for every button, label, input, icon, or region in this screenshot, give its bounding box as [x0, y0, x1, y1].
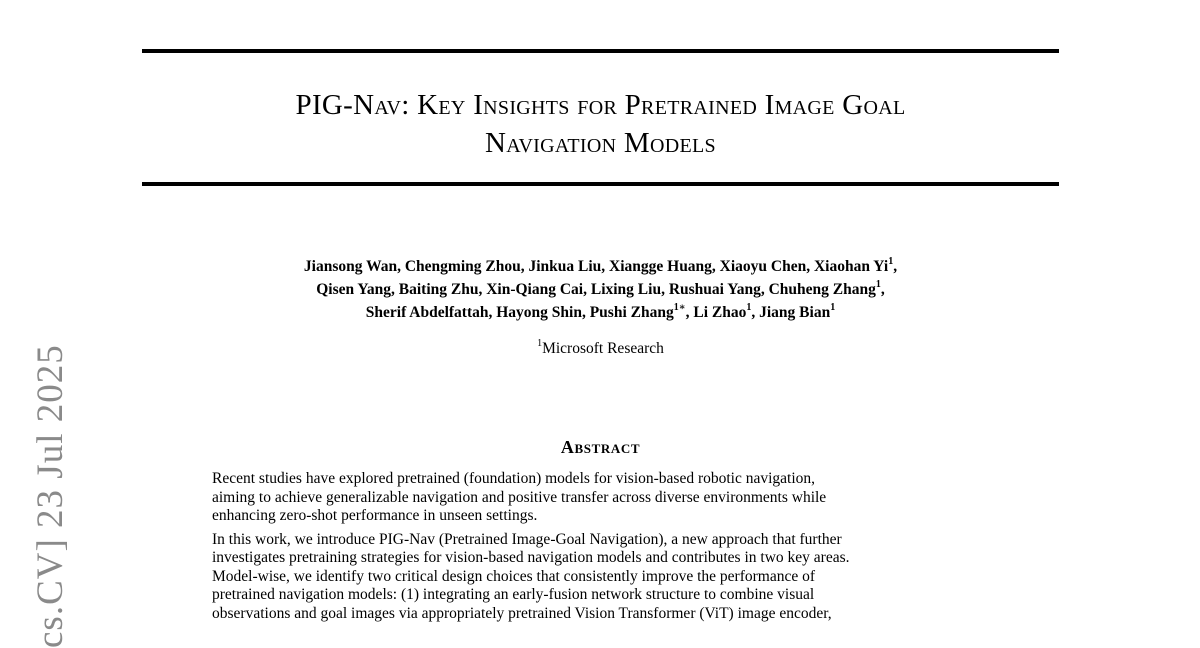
abstract-line: investigates pretraining strategies for vision-based navigation models and contributes in two key areas.: [212, 549, 850, 566]
abstract-paragraph-2: [212, 531, 992, 624]
abstract-line: aiming to achieve generalizable navigation and positive transfer across diverse environments while: [212, 488, 827, 506]
author-line-3: [142, 301, 1059, 324]
author-segment: , Jiang Bian: [751, 304, 831, 321]
bottom-rule: [142, 182, 1059, 186]
author-line-2: [142, 278, 1059, 301]
author-sup: 1∗: [673, 301, 686, 313]
affiliation-name: Microsoft Research: [542, 340, 664, 357]
author-sup: 1: [830, 301, 836, 313]
affiliation: [142, 339, 1059, 359]
author-segment: Sherif Abdelfattah, Hayong Shin, Pushi Zhang: [365, 304, 674, 321]
top-rule: [142, 49, 1059, 53]
abstract-line: pretrained navigation models: (1) integrating an early-fusion network structure to combine visual: [212, 586, 815, 603]
title-line-2: Navigation Models: [485, 127, 716, 159]
author-list: [142, 255, 1059, 324]
abstract-line: In this work, we introduce PIG-Nav (Pretrained Image-Goal Navigation), a new approach that further: [212, 530, 842, 548]
abstract-body: [212, 470, 992, 628]
author-line-1: [142, 255, 1059, 278]
author-segment: ,: [880, 281, 885, 298]
author-segment: ,: [893, 258, 898, 275]
author-segment: Jiansong Wan, Chengming Zhou, Jinkua Liu, Xiangge Huang, Xiaoyu Chen, Xiaohan Yi: [303, 258, 889, 275]
abstract-line: Recent studies have explored pretrained (foundation) models for vision-based robotic navigation,: [212, 470, 816, 487]
abstract-heading: Abstract: [560, 437, 641, 457]
author-segment: , Li Zhao: [685, 304, 747, 321]
author-segment: Qisen Yang, Baiting Zhu, Xin-Qiang Cai, Lixing Liu, Rushuai Yang, Chuheng Zhang: [316, 281, 876, 298]
arxiv-identifier-stamp: cs.CV] 23 Jul 2025: [30, 344, 71, 648]
author-sup: 1: [746, 301, 752, 313]
affiliation-sup: 1: [537, 337, 543, 349]
abstract-paragraph-1: [212, 470, 992, 526]
paper-title: [142, 86, 1059, 162]
author-sup: 1: [888, 255, 894, 267]
abstract-line: Model-wise, we identify two critical design choices that consistently improve the performance of: [212, 567, 816, 585]
abstract-line: enhancing zero-shot performance in unseen settings.: [212, 507, 538, 524]
abstract-line: observations and goal images via appropriately pretrained Vision Transformer (ViT) image encoder,: [212, 604, 832, 622]
author-sup: 1: [875, 278, 881, 290]
title-line-1: PIG-Nav: Key Insights for Pretrained Image Goal: [295, 89, 906, 121]
